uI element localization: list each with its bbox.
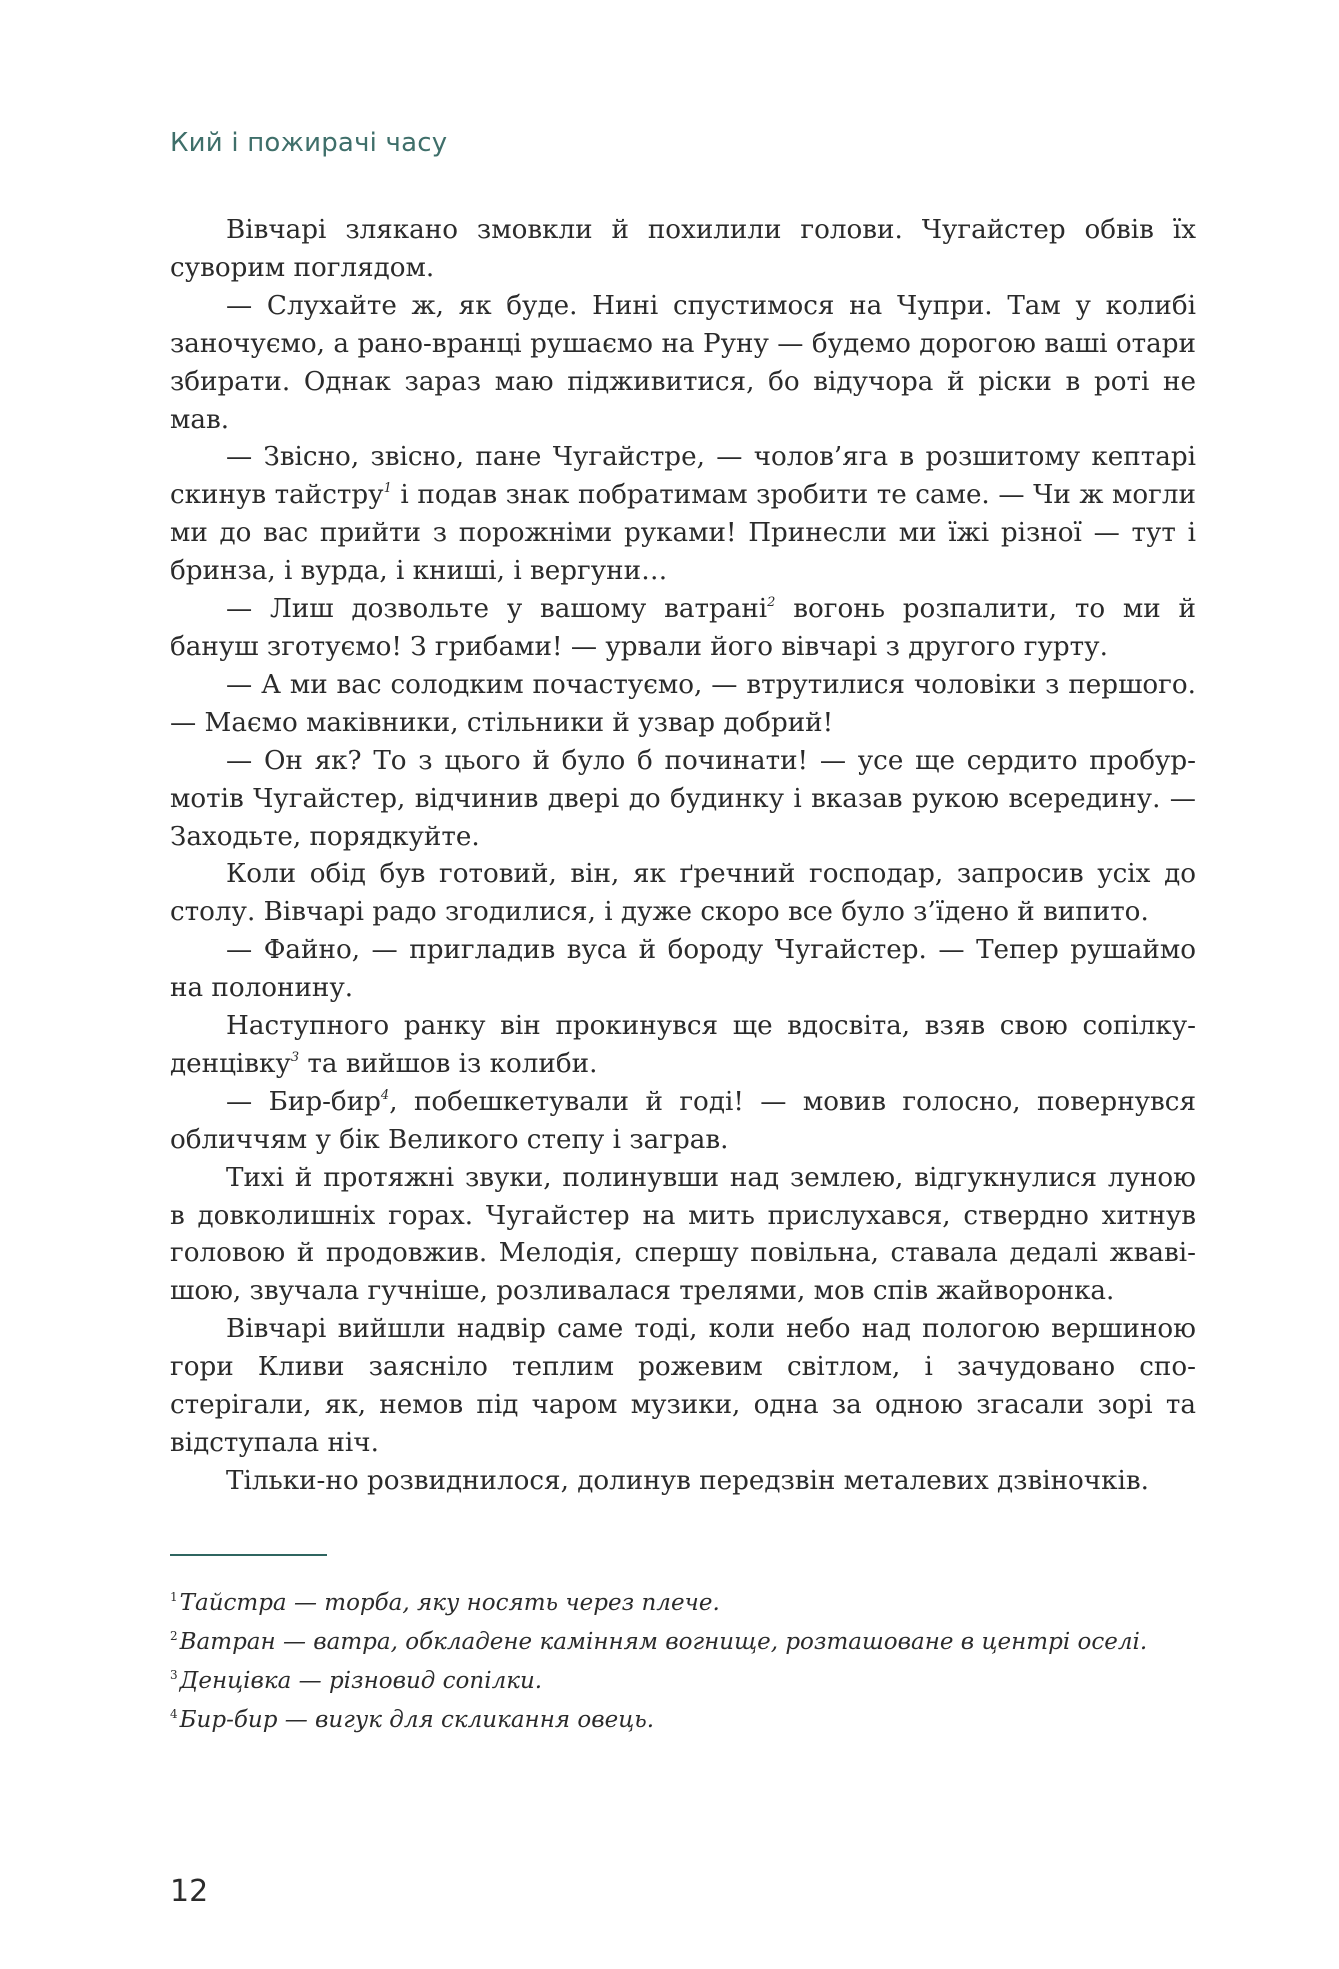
- footnote: [170, 1701, 1210, 1740]
- footnote-text: Ватран — ватра, обкладене камінням вогнище, розташоване в центрі оселі.: [179, 1629, 1148, 1655]
- footnote-number: 3: [170, 1668, 178, 1682]
- body-text: [170, 212, 1196, 1501]
- footnote-text: Тайстра — торба, яку носять через плече.: [179, 1590, 720, 1616]
- paragraph: — Слухайте ж, як буде. Нині спустимося на Чупри. Там у колибі заночуємо, а рано-вранці рушаємо на Руну — будемо дорогою ваші отари збирати. Однак зараз маю підживитися, бо відучора й ріски в роті не мав.: [170, 290, 1196, 435]
- paragraph-text: Наступного ранку він прокинувся ще вдосвіта, взяв свою сопілку-денцівку: [170, 1011, 1196, 1079]
- paragraph: — А ми вас солодким почастуємо, — втрутилися чоловіки з першого. — Маємо маківники, стільники й узвар добрий!: [170, 669, 1196, 738]
- paragraph: Тихі й протяжні звуки, полинувши над землею, відгукнулися луною в довколишніх горах. Чугайстер на мить прислухався, ствердно хитнув головою й продовжив. Мелодія, спершу повільна, ставала дедалі жвавішою, звучала гучніше, розливалася трелями, мов спів жайворонка.: [170, 1162, 1196, 1307]
- paragraph: [170, 439, 1196, 591]
- paragraph-text: та вийшов із колиби.: [299, 1048, 598, 1079]
- paragraph-text: — Звісно, звісно, пане Чугайстре, — чолов’яга в розшитому кептарі скинув тайстру: [170, 442, 1196, 511]
- footnote: [170, 1662, 1210, 1701]
- footnote-text: Денцівка — різновид сопілки.: [179, 1668, 543, 1694]
- footnote-text: Бир-бир — вигук для скликання овець.: [179, 1707, 655, 1733]
- paragraph: Вівчарі злякано змовкли й похилили голови. Чугайстер обвів їх суворим поглядом.: [170, 215, 1196, 283]
- footnote-divider: [170, 1554, 327, 1556]
- paragraph-text: , побешкетували й годі! — мовив голосно, повернувся обличчям у бік Великого степу і заграв.: [170, 1086, 1196, 1155]
- running-head: Кий і пожирачі часу: [170, 128, 448, 158]
- paragraph-text: — Лиш дозвольте у вашому ватрані: [226, 594, 768, 625]
- footnote-number: 1: [170, 1590, 178, 1604]
- footnote: [170, 1623, 1210, 1662]
- footnote-number: 2: [170, 1629, 178, 1643]
- paragraph-text: — Бир-бир: [226, 1086, 381, 1117]
- footnote-ref[interactable]: 1: [383, 481, 392, 497]
- footnotes: [170, 1584, 1210, 1740]
- page-number: 12: [170, 1874, 209, 1909]
- paragraph: — Он як? То з цього й було б починати! — усе ще сердито пробурмотів Чугайстер, відчинив двері до будинку і вказав рукою всередину. — Заходьте, порядкуйте.: [170, 745, 1196, 852]
- paragraph-text: і подав знак побратимам зробити те саме. — Чи ж могли ми до вас прийти з порожніми руками! Принесли ми їжі різної — тут і бринза, і вурда, і книші, і вергуни…: [170, 480, 1196, 587]
- paragraph: Вівчарі вийшли надвір саме тоді, коли небо над пологою вершиною гори Кливи заясніло теплим рожевим світлом, і зачудовано спостерігали, як, немов під чаром музики, одна за одною згасали зорі та відступала ніч.: [170, 1314, 1196, 1458]
- footnote-number: 4: [170, 1707, 178, 1721]
- paragraph: Тільки-но розвиднилося, долинув передзвін металевих дзвіночків.: [226, 1465, 1149, 1496]
- footnote: [170, 1584, 1210, 1623]
- paragraph: [170, 591, 1196, 667]
- footnote-ref[interactable]: 3: [290, 1049, 300, 1065]
- paragraph: [170, 1008, 1196, 1084]
- footnote-ref[interactable]: 4: [380, 1087, 390, 1103]
- footnote-ref[interactable]: 2: [767, 595, 776, 611]
- paragraph: — Файно, — пригладив вуса й бороду Чугайстер. — Тепер рушаймо на полонину.: [170, 935, 1196, 1004]
- paragraph: [170, 1084, 1196, 1160]
- paragraph: Коли обід був готовий, він, як ґречний господар, запросив усіх до столу. Вівчарі радо згодилися, і дуже скоро все було з’їдено й випито.: [170, 859, 1196, 928]
- paragraph-text: вогонь розпалити, то ми й бануш зготуємо! З грибами! — урвали його вівчарі з другого гурту.: [170, 594, 1196, 662]
